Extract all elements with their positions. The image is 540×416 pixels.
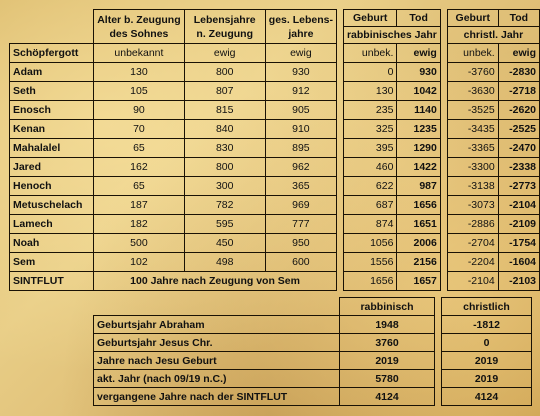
summary-label: Geburtsjahr Abraham bbox=[94, 316, 340, 334]
sintflut-rabb-tod: 1657 bbox=[397, 272, 440, 291]
christ-birth: -2704 bbox=[447, 234, 498, 253]
header-rabb-label: rabbinisches Jahr bbox=[343, 27, 440, 44]
years-after: 450 bbox=[184, 234, 265, 253]
total-years: 912 bbox=[265, 82, 336, 101]
table-row bbox=[10, 253, 540, 272]
rabb-death: 2006 bbox=[397, 234, 440, 253]
summary-label: Geburtsjahr Jesus Chr. bbox=[94, 334, 340, 352]
years-after: 498 bbox=[184, 253, 265, 272]
years-after: 800 bbox=[184, 158, 265, 177]
summary-header bbox=[94, 298, 532, 316]
age-at-son: 187 bbox=[94, 196, 184, 215]
rabb-death: 1656 bbox=[397, 196, 440, 215]
sintflut-rabb-geburt: 1656 bbox=[343, 272, 396, 291]
summary-christ: 0 bbox=[442, 334, 532, 352]
header-gesamt: ges. Lebens- jahre bbox=[265, 10, 336, 44]
christ-birth: unbek. bbox=[447, 44, 498, 63]
header-row-1 bbox=[10, 10, 540, 27]
table-row bbox=[10, 196, 540, 215]
summary-rabb: 1948 bbox=[340, 316, 435, 334]
table-row bbox=[10, 177, 540, 196]
rabb-death: 1422 bbox=[397, 158, 440, 177]
rabb-death: 1235 bbox=[397, 120, 440, 139]
person-name: Schöpfergott bbox=[10, 44, 94, 63]
header-christ-geburt: Geburt bbox=[447, 10, 498, 27]
christ-death: ewig bbox=[498, 44, 539, 63]
age-at-son: 162 bbox=[94, 158, 184, 177]
rabb-birth: 460 bbox=[343, 158, 396, 177]
total-years: 910 bbox=[265, 120, 336, 139]
christ-birth: -3300 bbox=[447, 158, 498, 177]
genealogy-table bbox=[9, 9, 540, 291]
rabb-birth: 1056 bbox=[343, 234, 396, 253]
summary-christ: -1812 bbox=[442, 316, 532, 334]
person-name: Henoch bbox=[10, 177, 94, 196]
christ-death: -2773 bbox=[498, 177, 539, 196]
rabb-death: 1140 bbox=[397, 101, 440, 120]
rabb-birth: 0 bbox=[343, 63, 396, 82]
person-name: Noah bbox=[10, 234, 94, 253]
header-lebensjahre: Lebensjahre n. Zeugung bbox=[184, 10, 265, 44]
sintflut-note: 100 Jahre nach Zeugung von Sem bbox=[94, 272, 337, 291]
sintflut-row bbox=[10, 272, 540, 291]
summary-row bbox=[94, 334, 532, 352]
christ-death: -2338 bbox=[498, 158, 539, 177]
years-after: 807 bbox=[184, 82, 265, 101]
header-christ-tod: Tod bbox=[498, 10, 539, 27]
christ-death: -2104 bbox=[498, 196, 539, 215]
age-at-son: unbekannt bbox=[94, 44, 184, 63]
sintflut-christ-geburt: -2104 bbox=[447, 272, 498, 291]
christ-death: -2620 bbox=[498, 101, 539, 120]
christ-death: -2718 bbox=[498, 82, 539, 101]
age-at-son: 105 bbox=[94, 82, 184, 101]
person-name: Jared bbox=[10, 158, 94, 177]
christ-birth: -2204 bbox=[447, 253, 498, 272]
person-name: Seth bbox=[10, 82, 94, 101]
rabb-death: 1651 bbox=[397, 215, 440, 234]
person-name: Enosch bbox=[10, 101, 94, 120]
header-rabb-geburt: Geburt bbox=[343, 10, 396, 27]
age-at-son: 102 bbox=[94, 253, 184, 272]
christ-death: -2525 bbox=[498, 120, 539, 139]
christ-death: -1604 bbox=[498, 253, 539, 272]
header-christ-label: christl. Jahr bbox=[447, 27, 539, 44]
summary-row bbox=[94, 388, 532, 406]
years-after: 840 bbox=[184, 120, 265, 139]
table-row bbox=[10, 139, 540, 158]
table-row bbox=[10, 82, 540, 101]
person-name: Metuschelach bbox=[10, 196, 94, 215]
table-row bbox=[10, 215, 540, 234]
total-years: 930 bbox=[265, 63, 336, 82]
age-at-son: 130 bbox=[94, 63, 184, 82]
christ-death: -2830 bbox=[498, 63, 539, 82]
rabb-death: 1290 bbox=[397, 139, 440, 158]
table-row bbox=[10, 234, 540, 253]
christ-death: -2470 bbox=[498, 139, 539, 158]
summary-rabb: 2019 bbox=[340, 352, 435, 370]
summary-christ: 2019 bbox=[442, 370, 532, 388]
table-row bbox=[10, 44, 540, 63]
years-after: 815 bbox=[184, 101, 265, 120]
table-row bbox=[10, 63, 540, 82]
summary-rabb: 5780 bbox=[340, 370, 435, 388]
christ-death: -2109 bbox=[498, 215, 539, 234]
sintflut-christ-tod: -2103 bbox=[498, 272, 539, 291]
total-years: 895 bbox=[265, 139, 336, 158]
rabb-death: 2156 bbox=[397, 253, 440, 272]
table-row bbox=[10, 120, 540, 139]
rabb-birth: 325 bbox=[343, 120, 396, 139]
rabb-birth: 1556 bbox=[343, 253, 396, 272]
rabb-birth: 687 bbox=[343, 196, 396, 215]
christ-birth: -3760 bbox=[447, 63, 498, 82]
person-name: Mahalalel bbox=[10, 139, 94, 158]
age-at-son: 70 bbox=[94, 120, 184, 139]
summary-label: akt. Jahr (nach 09/19 n.C.) bbox=[94, 370, 340, 388]
summary-label: Jahre nach Jesu Geburt bbox=[94, 352, 340, 370]
christ-birth: -3630 bbox=[447, 82, 498, 101]
summary-row bbox=[94, 316, 532, 334]
christ-birth: -3138 bbox=[447, 177, 498, 196]
summary-christ: 4124 bbox=[442, 388, 532, 406]
summary-label: vergangene Jahre nach der SINTFLUT bbox=[94, 388, 340, 406]
years-after: 830 bbox=[184, 139, 265, 158]
age-at-son: 182 bbox=[94, 215, 184, 234]
rabb-birth: 130 bbox=[343, 82, 396, 101]
rabb-birth: unbek. bbox=[343, 44, 396, 63]
total-years: 905 bbox=[265, 101, 336, 120]
christ-birth: -2886 bbox=[447, 215, 498, 234]
person-name: Lamech bbox=[10, 215, 94, 234]
summary-christ: 2019 bbox=[442, 352, 532, 370]
sintflut-label: SINTFLUT bbox=[10, 272, 94, 291]
age-at-son: 90 bbox=[94, 101, 184, 120]
rabb-death: 987 bbox=[397, 177, 440, 196]
christ-birth: -3073 bbox=[447, 196, 498, 215]
christ-birth: -3435 bbox=[447, 120, 498, 139]
christ-birth: -3365 bbox=[447, 139, 498, 158]
header-zeugung: Alter b. Zeugung des Sohnes bbox=[94, 10, 184, 44]
total-years: 969 bbox=[265, 196, 336, 215]
summary-row bbox=[94, 370, 532, 388]
rabb-death: ewig bbox=[397, 44, 440, 63]
header-rabb-tod: Tod bbox=[397, 10, 440, 27]
years-after: ewig bbox=[184, 44, 265, 63]
total-years: ewig bbox=[265, 44, 336, 63]
total-years: 365 bbox=[265, 177, 336, 196]
total-years: 950 bbox=[265, 234, 336, 253]
summary-col-christlich: christlich bbox=[442, 298, 532, 316]
summary-rabb: 4124 bbox=[340, 388, 435, 406]
person-name: Sem bbox=[10, 253, 94, 272]
table-row bbox=[10, 158, 540, 177]
person-name: Adam bbox=[10, 63, 94, 82]
years-after: 782 bbox=[184, 196, 265, 215]
age-at-son: 65 bbox=[94, 139, 184, 158]
age-at-son: 500 bbox=[94, 234, 184, 253]
christ-birth: -3525 bbox=[447, 101, 498, 120]
years-after: 800 bbox=[184, 63, 265, 82]
total-years: 600 bbox=[265, 253, 336, 272]
rabb-death: 930 bbox=[397, 63, 440, 82]
rabb-birth: 874 bbox=[343, 215, 396, 234]
years-after: 595 bbox=[184, 215, 265, 234]
rabb-birth: 395 bbox=[343, 139, 396, 158]
person-name: Kenan bbox=[10, 120, 94, 139]
summary-row bbox=[94, 352, 532, 370]
rabb-death: 1042 bbox=[397, 82, 440, 101]
summary-rabb: 3760 bbox=[340, 334, 435, 352]
total-years: 777 bbox=[265, 215, 336, 234]
rabb-birth: 235 bbox=[343, 101, 396, 120]
summary-table bbox=[93, 297, 532, 406]
age-at-son: 65 bbox=[94, 177, 184, 196]
rabb-birth: 622 bbox=[343, 177, 396, 196]
summary-col-rabbinisch: rabbinisch bbox=[340, 298, 435, 316]
table-row bbox=[10, 101, 540, 120]
christ-death: -1754 bbox=[498, 234, 539, 253]
years-after: 300 bbox=[184, 177, 265, 196]
total-years: 962 bbox=[265, 158, 336, 177]
